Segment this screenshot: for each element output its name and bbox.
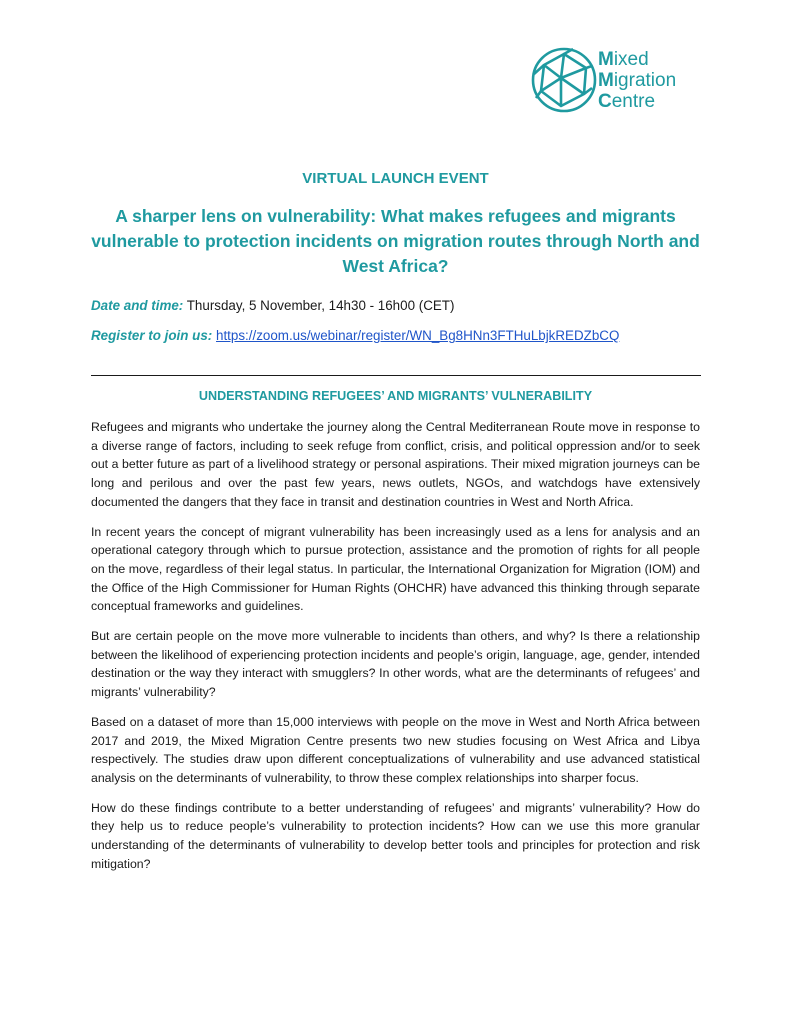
paragraph: Refugees and migrants who undertake the journey along the Central Mediterranean Route move in response to a diverse range of factors, including to seek refuge from conflict, crisis, and political oppression and/or to seek out a better future as part of a livelihood strategy or personal aspirations. Their mixed migration journeys can be long and perilous and over the past few years, news outlets, NGOs, and watchdogs have extensively documented the dangers that they face in transit and destination countries in West and North Africa. [91, 420, 700, 509]
event-date-line [91, 298, 454, 313]
logo-line-2-rest: igration [613, 70, 677, 91]
paragraph: In recent years the concept of migrant vulnerability has been increasingly used as a lens for analysis and an operational category through which to pursue protection, assistance and the promotion of rights for all people on the move, regardless of their legal status. In particular, the International Organization for Migration (IOM) and the Office of the High Commissioner for Human Rights (OHCHR) have advanced this thinking through separate conceptual frameworks and guidelines. [91, 524, 700, 614]
paragraph: But are certain people on the move more vulnerable to incidents than others, and why? Is there a relationship between the likelihood of experiencing protection incidents and people’s origin, language, age, gender, intended destination or the way they interact with smugglers? In other words, what are the determinants of refugees’ and migrants’ vulnerability? [91, 629, 700, 700]
logo-line-3: Centre [598, 91, 656, 112]
logo-line-2: Migration [598, 70, 677, 91]
section-divider [91, 375, 701, 376]
paragraph: How do these findings contribute to a better understanding of refugees’ and migrants’ vulnerability? How do they help us to reduce people’s vulnerability to protection incidents? How can we use this more granular understanding of the determinants of vulnerability to develop better tools and principles for protection and risk mitigation? [91, 800, 700, 871]
organization-logo [528, 44, 708, 118]
logo-line-1: Mixed [598, 49, 649, 70]
date-label: Date and time: [91, 298, 184, 313]
paragraph: Based on a dataset of more than 15,000 interviews with people on the move in West and North Africa between 2017 and 2019, the Mixed Migration Centre presents two new studies focusing on West Africa and Libya respectively. The studies draw upon different conceptualizations of vulnerability and use advanced statistical analysis on the determinants of vulnerability, to throw these complex relationships into sharper focus. [91, 714, 700, 785]
geodesic-globe-icon [528, 44, 600, 116]
date-value: Thursday, 5 November, 14h30 - 16h00 (CET) [186, 298, 455, 313]
register-label: Register to join us: [91, 328, 213, 343]
register-link[interactable]: https://zoom.us/webinar/register/WN_Bg8HNn3FTHuLbjkREDZbCQ [216, 328, 620, 343]
event-title: A sharper lens on vulnerability: What makes refugees and migrants vulnerable to protection incidents on migration routes through North and West Africa? [91, 206, 700, 276]
event-kicker: VIRTUAL LAUNCH EVENT [302, 170, 489, 187]
event-register-line [91, 328, 619, 343]
logo-wordmark [598, 49, 676, 112]
logo-line-3-rest: entre [611, 91, 656, 112]
logo-line-1-rest: ixed [613, 49, 649, 70]
section-heading: UNDERSTANDING REFUGEES’ AND MIGRANTS’ VULNERABILITY [198, 389, 593, 403]
body-text [91, 418, 700, 884]
